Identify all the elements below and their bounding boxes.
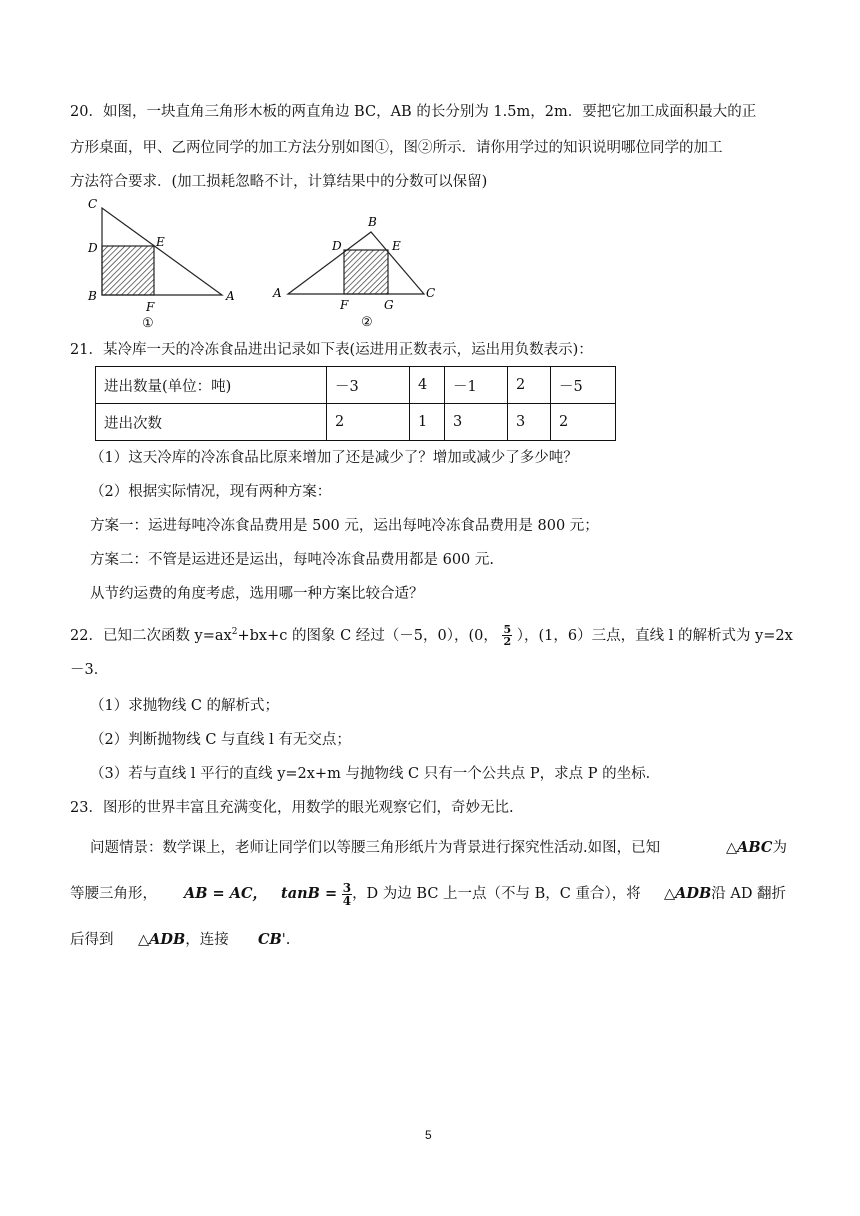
q23-line1: 23．图形的世界丰富且充满变化，用数学的眼光观察它们，奇妙无比. <box>70 800 514 816</box>
table-row <box>96 367 616 404</box>
q23-p2 <box>70 884 157 904</box>
table-cell: 2 <box>327 404 410 441</box>
q23-tan-fraction <box>342 882 352 907</box>
q22-superscript: 2 <box>231 627 238 637</box>
q23-p2-eq <box>184 884 267 904</box>
fig2-label-a: A <box>273 286 282 300</box>
table-cell: －3 <box>327 367 410 404</box>
q21-table <box>95 366 616 441</box>
q21-sub1: （1）这天冷库的冷冻食品比原来增加了还是减少了？增加或减少了多少吨？ <box>90 450 578 466</box>
q23-triangle-adb: △ADB <box>664 885 712 902</box>
table-cell: 1 <box>410 404 445 441</box>
q22-sub1: （1）求抛物线 C 的解析式； <box>90 698 280 714</box>
fig2-caption: ② <box>361 315 373 330</box>
q21-plan1: 方案一：运进每吨冷冻食品费用是 500 元，运出每吨冷冻食品费用是 800 元； <box>90 518 599 534</box>
q22-frac-den: 2 <box>503 635 512 649</box>
q23-p3-cb <box>258 930 290 950</box>
figure-2 <box>268 208 448 330</box>
table-cell: －5 <box>551 367 616 404</box>
q23-p3 <box>70 930 114 950</box>
fig2-label-g: G <box>384 298 394 312</box>
q20-line1: 20．如图，一块直角三角形木板的两直角边 BC，AB 的长分别为 1.5m，2m．要把它加工成面积最大的正 <box>70 104 757 120</box>
fig2-label-e: E <box>392 239 401 253</box>
table-cell: 进出数量(单位：吨) <box>96 367 327 404</box>
q22-text-c: ），(1，6）三点，直线 l 的解析式为 y=2x <box>516 627 793 644</box>
q21-sub2: （2）根据实际情况，现有两种方案： <box>90 484 332 500</box>
fig2-label-f: F <box>340 298 349 312</box>
q22-line1 <box>70 622 793 647</box>
table-cell: 进出次数 <box>96 404 327 441</box>
q23-triangle-adb-prime: △ADB <box>138 931 186 948</box>
table-cell: 2 <box>551 404 616 441</box>
q23-p1-wei: 为 <box>772 840 787 856</box>
q22-sub2: （2）判断抛物线 C 与直线 l 有无交点； <box>90 732 351 748</box>
q20-line3: 方法符合要求．(加工损耗忽略不计，计算结果中的分数可以保留) <box>70 174 488 190</box>
fig1-caption: ① <box>142 316 154 331</box>
q21-intro: 21．某冷库一天的冷冻食品进出记录如下表(运进用正数表示，运出用负数表示)： <box>70 342 593 358</box>
fig1-label-d: D <box>88 241 98 255</box>
q22-text-b: +bx+c 的图象 C 经过（－5，0），(0， <box>237 627 498 644</box>
figure-1 <box>84 196 244 332</box>
fig1-label-a: A <box>226 289 235 303</box>
q20-line2: 方形桌面，甲、乙两位同学的加工方法分别如图①，图②所示．请你用学过的知识说明哪位同学的加工 <box>70 140 723 156</box>
q23-segment-cb: CB <box>258 931 282 948</box>
q23-p2-adb <box>664 884 786 904</box>
q23-ab-eq-ac: AB = AC， <box>184 885 268 902</box>
table-cell: 3 <box>445 404 508 441</box>
q23-tan-b: tanB = <box>281 885 338 902</box>
q23-p1-text: 问题情景：数学课上，老师让同学们以等腰三角形纸片为背景进行探究性活动.如图，已知 <box>90 840 661 856</box>
q23-p1 <box>90 838 660 858</box>
q22-text-a: 22．已知二次函数 y=ax <box>70 627 232 644</box>
q22-fraction <box>502 624 512 647</box>
table-cell: 2 <box>508 367 551 404</box>
q21-plan2: 方案二：不管是运进还是运出，每吨冷冻食品费用都是 600 元. <box>90 552 495 568</box>
q23-p2-text-b: ，D 为边 BC 上一点（不与 B，C 重合），将 <box>352 886 641 902</box>
q23-p3-text-c: '. <box>281 932 291 948</box>
fig2-label-b: B <box>368 215 377 229</box>
table-row <box>96 404 616 441</box>
fig1-label-c: C <box>88 197 98 211</box>
q23-tan-num: 3 <box>342 880 352 895</box>
q23-p3-text-b: ，连接 <box>185 932 229 948</box>
fig1-label-f: F <box>146 300 155 314</box>
q22-sub3: （3）若与直线 l 平行的直线 y=2x+m 与抛物线 C 只有一个公共点 P，求点 P 的坐标． <box>90 766 661 782</box>
q23-tan-den: 4 <box>342 893 352 908</box>
fig2-label-c: C <box>426 286 436 300</box>
q22-line2: －3． <box>70 662 109 678</box>
table-cell: －1 <box>445 367 508 404</box>
q23-p3-adb <box>138 930 229 950</box>
q22-frac-num: 5 <box>503 623 512 637</box>
q23-p2-text-a: 等腰三角形， <box>70 886 157 902</box>
fig1-label-b: B <box>88 289 97 303</box>
q23-p3-text-a: 后得到 <box>70 932 114 948</box>
q21-question: 从节约运费的角度考虑，选用哪一种方案比较合适？ <box>90 586 424 602</box>
q23-p2-text-c: 沿 AD 翻折 <box>711 886 787 902</box>
fig1-label-e: E <box>156 235 165 249</box>
q23-p2-tan <box>281 876 641 912</box>
page-number: 5 <box>425 1128 432 1142</box>
q23-p1-math <box>726 838 787 858</box>
fig2-label-d: D <box>332 239 342 253</box>
q23-triangle-abc: △ABC <box>726 839 773 856</box>
table-cell: 3 <box>508 404 551 441</box>
table-cell: 4 <box>410 367 445 404</box>
